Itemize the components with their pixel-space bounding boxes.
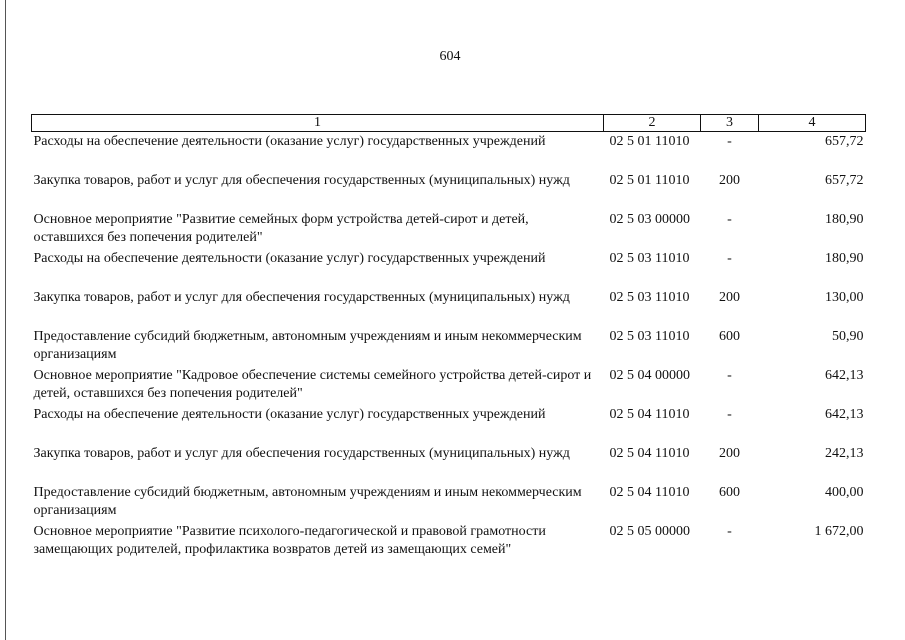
table-row	[32, 522, 866, 561]
row-kind: 600	[719, 485, 740, 500]
row-amount: 400,00	[825, 485, 864, 500]
row-code: 02 5 01 11010	[609, 134, 690, 149]
row-kind: -	[727, 407, 732, 422]
row-name: Основное мероприятие "Развитие психолого-педагогической и правовой грамотности замещающих родителей, профилактика возвратов детей из замещающих семей"	[33, 524, 546, 557]
table-row	[32, 288, 866, 327]
table-row	[32, 249, 866, 288]
left-margin-rule	[5, 0, 6, 640]
row-name: Основное мероприятие "Развитие семейных форм устройства детей-сирот и детей, оставшихся без попечения родителей"	[33, 212, 529, 245]
row-kind: -	[727, 368, 732, 383]
row-name: Предоставление субсидий бюджетным, автономным учреждениям и иным некоммерческим организациям	[33, 329, 582, 362]
row-amount: 657,72	[825, 173, 864, 188]
row-amount: 1 672,00	[814, 524, 864, 539]
row-kind: 200	[719, 290, 740, 305]
header-row	[32, 115, 866, 132]
row-name: Закупка товаров, работ и услуг для обеспечения государственных (муниципальных) нужд	[33, 290, 570, 305]
row-code: 02 5 03 11010	[609, 251, 690, 266]
row-code: 02 5 04 11010	[609, 485, 690, 500]
table-header	[32, 115, 866, 132]
row-kind: 200	[719, 446, 740, 461]
row-code: 02 5 04 11010	[609, 446, 690, 461]
row-kind: -	[727, 212, 732, 227]
row-code: 02 5 03 11010	[609, 329, 690, 344]
header-col-2: 2	[604, 115, 701, 132]
table-body	[32, 132, 866, 562]
row-name: Расходы на обеспечение деятельности (оказание услуг) государственных учреждений	[33, 251, 546, 266]
table-row	[32, 483, 866, 522]
row-kind: -	[727, 251, 732, 266]
row-amount: 130,00	[825, 290, 864, 305]
row-code: 02 5 04 11010	[609, 407, 690, 422]
table-row	[32, 444, 866, 483]
row-name: Основное мероприятие "Кадровое обеспечение системы семейного устройства детей-сирот и детей, оставшихся без попечения родителей"	[33, 368, 592, 401]
row-code: 02 5 03 11010	[609, 290, 690, 305]
row-code: 02 5 04 00000	[609, 368, 690, 383]
table-row	[32, 210, 866, 249]
row-name: Предоставление субсидий бюджетным, автономным учреждениям и иным некоммерческим организациям	[33, 485, 582, 518]
row-amount: 242,13	[825, 446, 864, 461]
row-name: Расходы на обеспечение деятельности (оказание услуг) государственных учреждений	[33, 134, 546, 149]
row-code: 02 5 01 11010	[609, 173, 690, 188]
budget-table	[31, 114, 866, 561]
table-row	[32, 327, 866, 366]
row-amount: 50,90	[832, 329, 864, 344]
row-name: Расходы на обеспечение деятельности (оказание услуг) государственных учреждений	[33, 407, 546, 422]
row-kind: 200	[719, 173, 740, 188]
row-kind: -	[727, 134, 732, 149]
table-row	[32, 366, 866, 405]
row-code: 02 5 03 00000	[609, 212, 690, 227]
row-amount: 657,72	[825, 134, 864, 149]
row-amount: 642,13	[825, 407, 864, 422]
header-col-3: 3	[701, 115, 759, 132]
header-col-1: 1	[32, 115, 604, 132]
table-row	[32, 171, 866, 210]
row-name: Закупка товаров, работ и услуг для обеспечения государственных (муниципальных) нужд	[33, 446, 570, 461]
row-amount: 642,13	[825, 368, 864, 383]
row-amount: 180,90	[825, 251, 864, 266]
header-col-4: 4	[759, 115, 866, 132]
row-kind: -	[727, 524, 732, 539]
page-number: 604	[439, 49, 461, 64]
table-row	[32, 405, 866, 444]
table-row	[32, 132, 866, 172]
row-code: 02 5 05 00000	[609, 524, 690, 539]
row-name: Закупка товаров, работ и услуг для обеспечения государственных (муниципальных) нужд	[33, 173, 570, 188]
row-amount: 180,90	[825, 212, 864, 227]
row-kind: 600	[719, 329, 740, 344]
